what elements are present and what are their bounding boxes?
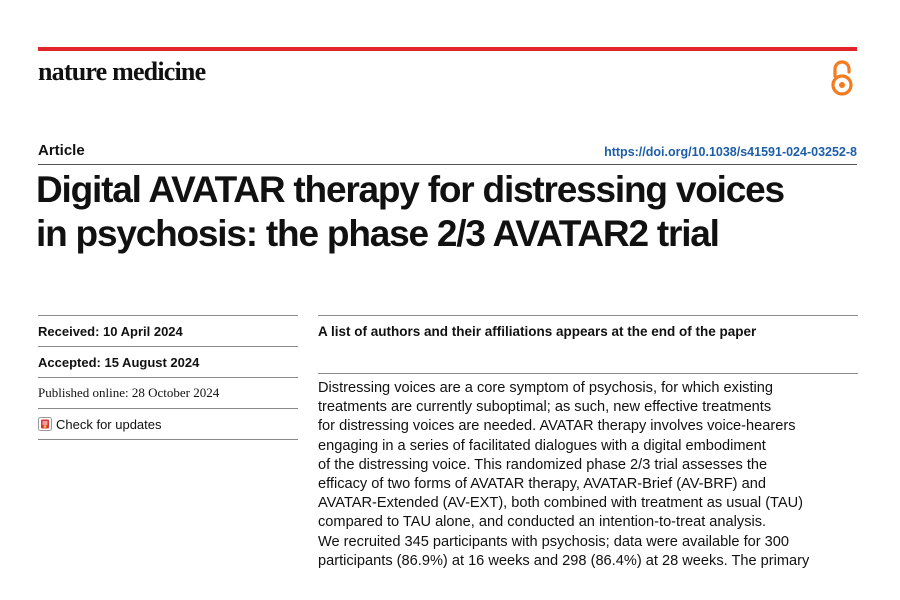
doi-link[interactable]: https://doi.org/10.1038/s41591-024-03252-8 bbox=[604, 145, 857, 159]
affiliations-block bbox=[318, 315, 858, 342]
accepted-date: Accepted: 15 August 2024 bbox=[38, 346, 298, 377]
received-date: Received: 10 April 2024 bbox=[38, 315, 298, 346]
abstract bbox=[318, 379, 848, 571]
affiliations-divider bbox=[318, 315, 858, 316]
journal-name[interactable]: nature medicine bbox=[38, 57, 206, 86]
check-for-updates-label: Check for updates bbox=[56, 416, 162, 432]
abstract-line: of the distressing voice. This randomized phase 2/3 trial assesses the bbox=[318, 456, 768, 473]
abstract-line: participants (86.9%) at 16 weeks and 298 (86.4%) at 28 weeks. The primary bbox=[318, 552, 810, 569]
abstract-line: We recruited 345 participants with psychosis; data were available for 300 bbox=[318, 533, 790, 550]
check-for-updates-icon bbox=[38, 417, 52, 431]
article-title bbox=[36, 168, 866, 256]
published-date: Published online: 28 October 2024 bbox=[38, 377, 298, 408]
abstract-line: for distressing voices are needed. AVATAR therapy involves voice-hearers bbox=[318, 418, 796, 435]
abstract-line: AVATAR-Extended (AV-EXT), both combined with treatment as usual (TAU) bbox=[318, 495, 804, 512]
article-title-line: in psychosis: the phase 2/3 AVATAR2 trial bbox=[36, 213, 719, 254]
journal-header-rule bbox=[38, 47, 857, 51]
open-access-icon[interactable] bbox=[829, 58, 855, 98]
abstract-line: efficacy of two forms of AVATAR therapy, AVATAR-Brief (AV-BRF) and bbox=[318, 476, 766, 493]
abstract-divider bbox=[318, 373, 858, 374]
abstract-line: engaging in a series of facilitated dialogues with a digital embodiment bbox=[318, 437, 766, 454]
abstract-line: compared to TAU alone, and conducted an intention-to-treat analysis. bbox=[318, 514, 767, 531]
abstract-line: Distressing voices are a core symptom of psychosis, for which existing bbox=[318, 380, 774, 396]
article-type-label: Article bbox=[38, 142, 85, 159]
affiliations-note: A list of authors and their affiliations appears at the end of the paper bbox=[318, 324, 757, 339]
check-for-updates-button[interactable] bbox=[38, 408, 298, 440]
abstract-line: treatments are currently suboptimal; as such, new effective treatments bbox=[318, 399, 772, 416]
article-title-line: Digital AVATAR therapy for distressing voices bbox=[36, 169, 784, 210]
title-divider bbox=[38, 164, 857, 165]
article-history bbox=[38, 315, 298, 440]
